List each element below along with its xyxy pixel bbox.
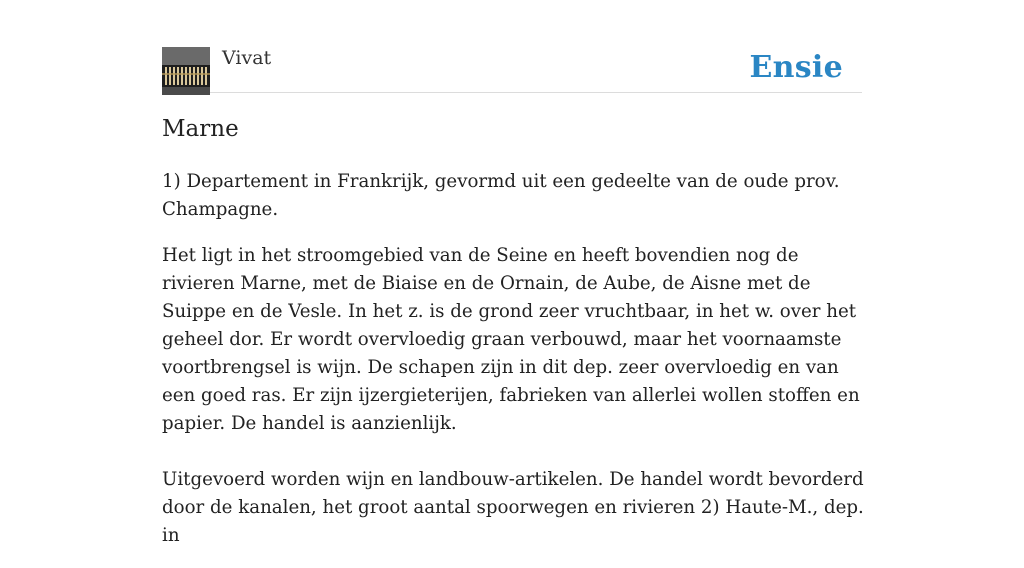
paragraph: Het ligt in het stroomgebied van de Seine en heeft bovendien nog de rivieren Marne, met de Biaise en de Ornain, de Aube, de Aisne met de Suippe en de Vesle. In het z. is de grond zeer vruchtbaar, in het w. over het geheel dor. Er wordt overvloedig graan verbouwd, maar het voornaamste voortbrengsel is wijn. De schapen zijn in dit dep. zeer overvloedig en van een goed ras. Er zijn ijzergieterijen, fabrieken van allerlei wollen stoffen en papier. De handel is aanzienlijk. Uitgevoerd worden wijn en landbouw-artikelen. De handel wordt bevorderd door de kanalen, het groot aantal spoorwegen en rivieren 2) Haute-M., dep. in bbox=[162, 245, 864, 546]
brand-logo[interactable]: Ensie bbox=[749, 50, 843, 85]
paragraph: 1) Departement in Frankrijk, gevormd uit een gedeelte van de oude prov. Champagne. bbox=[162, 171, 840, 220]
site-name[interactable]: Vivat bbox=[222, 47, 272, 69]
article-body bbox=[162, 168, 868, 568]
site-header bbox=[162, 46, 862, 93]
article-title: Marne bbox=[162, 116, 239, 142]
books-photo-icon[interactable] bbox=[162, 47, 210, 95]
